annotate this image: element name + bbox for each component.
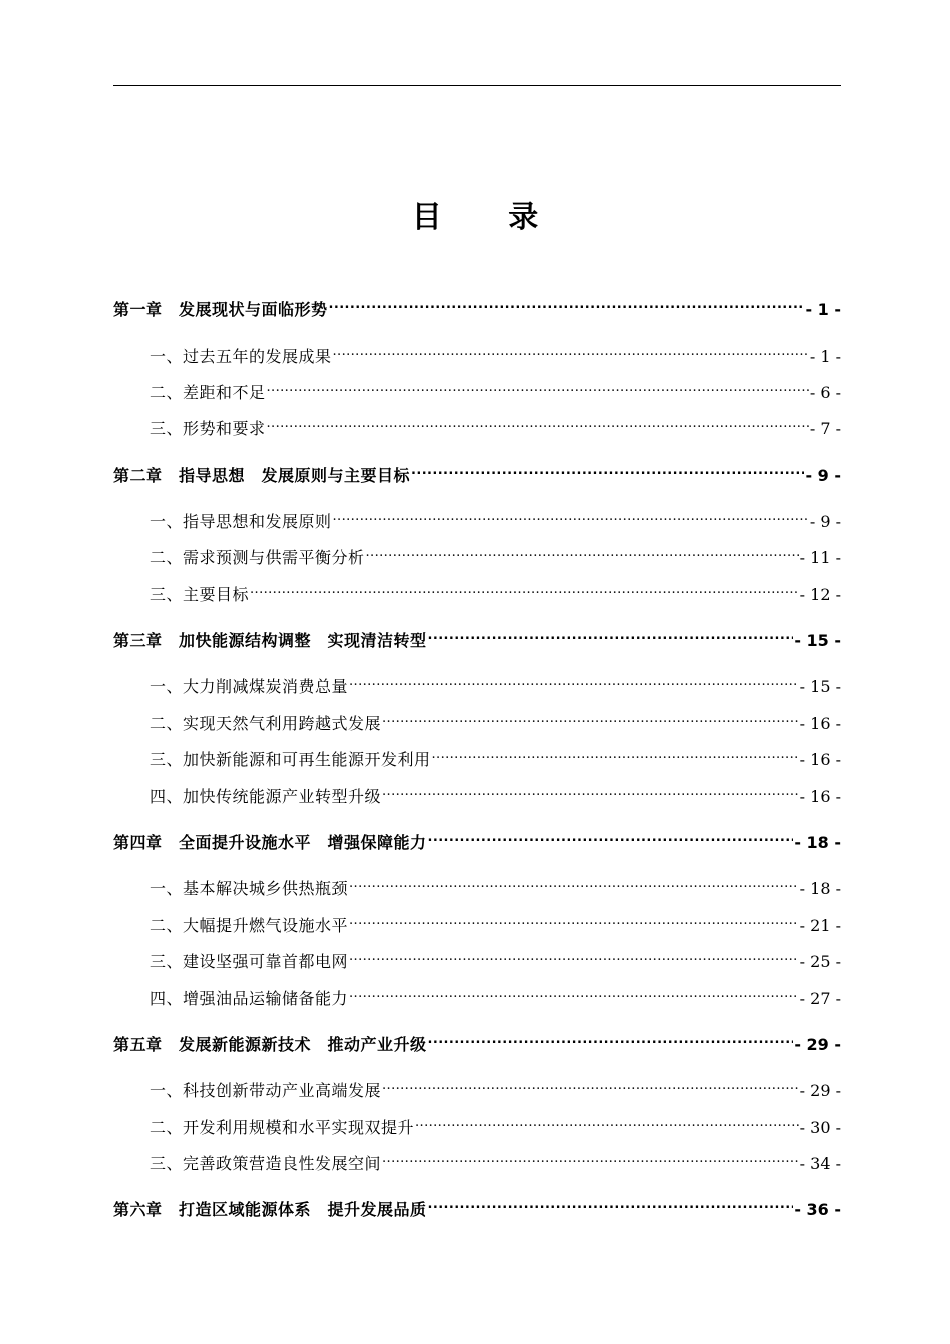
- toc-section-entry[interactable]: [113, 576, 841, 607]
- toc-dot-leader: [349, 668, 799, 692]
- toc-entry-title: 三、完善政策营造良性发展空间: [150, 1154, 382, 1173]
- toc-page-number: - 15 -: [799, 677, 841, 696]
- toc-entry-title: 一、大力削减煤炭消费总量: [150, 677, 349, 696]
- toc-chapter-entry[interactable]: [113, 1026, 841, 1057]
- toc-entry-title: 二、开发利用规模和水平实现双提升: [150, 1118, 415, 1137]
- toc-page-number: - 16 -: [799, 750, 841, 769]
- toc-page-number: - 21 -: [799, 916, 841, 935]
- toc-dot-leader: [349, 980, 799, 1004]
- toc-section-entry[interactable]: [113, 410, 841, 441]
- toc-page-number: - 15 -: [794, 631, 841, 650]
- toc-section-entry[interactable]: [113, 1109, 841, 1140]
- toc-section-entry[interactable]: [113, 870, 841, 901]
- toc-entry-title: 第一章 发展现状与面临形势: [113, 300, 328, 319]
- toc-dot-leader: [382, 778, 799, 802]
- toc-entry-title: 一、过去五年的发展成果: [150, 347, 332, 366]
- toc-dot-leader: [333, 338, 809, 362]
- toc-page-number: - 7 -: [809, 419, 841, 438]
- toc-dot-leader: [428, 1191, 794, 1215]
- toc-section-entry[interactable]: [113, 943, 841, 974]
- toc-page-number: - 29 -: [794, 1035, 841, 1054]
- toc-entry-title: 三、形势和要求: [150, 419, 266, 438]
- toc-entry-title: 一、基本解决城乡供热瓶颈: [150, 879, 349, 898]
- toc-entry-title: 二、大幅提升燃气设施水平: [150, 916, 349, 935]
- toc-dot-leader: [432, 741, 799, 765]
- toc-page-number: - 9 -: [809, 512, 841, 531]
- toc-dot-leader: [411, 457, 804, 481]
- toc-section-entry[interactable]: [113, 907, 841, 938]
- toc-dot-leader: [366, 539, 799, 563]
- toc-dot-leader: [428, 824, 794, 848]
- toc-entry-title: 三、建设坚强可靠首都电网: [150, 952, 349, 971]
- toc-section-entry[interactable]: [113, 778, 841, 809]
- toc-entry-title: 四、增强油品运输储备能力: [150, 989, 349, 1008]
- toc-entry-title: 四、加快传统能源产业转型升级: [150, 787, 382, 806]
- toc-page-number: - 1 -: [809, 347, 841, 366]
- toc-page-number: - 29 -: [799, 1081, 841, 1100]
- toc-chapter-entry[interactable]: [113, 291, 841, 322]
- page-title: 目 录: [411, 200, 567, 235]
- toc-page-number: - 11 -: [799, 548, 841, 567]
- toc-page-number: - 30 -: [799, 1118, 841, 1137]
- toc-dot-leader: [349, 907, 799, 931]
- toc-section-entry[interactable]: [113, 668, 841, 699]
- toc-dot-leader: [428, 1026, 794, 1050]
- toc-section-entry[interactable]: [113, 741, 841, 772]
- toc-dot-leader: [349, 870, 799, 894]
- toc-dot-leader: [333, 503, 809, 527]
- toc-chapter-entry[interactable]: [113, 1191, 841, 1222]
- toc-page-number: - 18 -: [794, 833, 841, 852]
- toc-entry-title: 三、主要目标: [150, 585, 250, 604]
- toc-entry-title: 二、差距和不足: [150, 383, 266, 402]
- header-rule: [113, 85, 841, 86]
- toc-entry-title: 三、加快新能源和可再生能源开发利用: [150, 750, 431, 769]
- toc-entry-title: 第三章 加快能源结构调整 实现清洁转型: [113, 631, 427, 650]
- toc-page-number: - 27 -: [799, 989, 841, 1008]
- toc-chapter-entry[interactable]: [113, 457, 841, 488]
- toc-chapter-entry[interactable]: [113, 824, 841, 855]
- toc-chapter-entry[interactable]: [113, 622, 841, 653]
- toc-entry-title: 一、指导思想和发展原则: [150, 512, 332, 531]
- toc-page-number: - 6 -: [809, 383, 841, 402]
- toc-page-number: - 9 -: [805, 466, 841, 485]
- toc-dot-leader: [267, 410, 809, 434]
- toc-section-entry[interactable]: [113, 374, 841, 405]
- toc-section-entry[interactable]: [113, 503, 841, 534]
- toc-section-entry[interactable]: [113, 1072, 841, 1103]
- toc-dot-leader: [349, 943, 799, 967]
- toc-page-number: - 36 -: [794, 1200, 841, 1219]
- toc-section-entry[interactable]: [113, 980, 841, 1011]
- toc-section-entry[interactable]: [113, 1145, 841, 1176]
- toc-dot-leader: [250, 576, 799, 600]
- toc-dot-leader: [267, 374, 809, 398]
- toc-dot-leader: [329, 291, 805, 315]
- toc-dot-leader: [415, 1109, 799, 1133]
- toc-entry-title: 二、实现天然气利用跨越式发展: [150, 714, 382, 733]
- toc-entry-title: 一、科技创新带动产业高端发展: [150, 1081, 382, 1100]
- toc-page-number: - 12 -: [799, 585, 841, 604]
- toc-entry-title: 第二章 指导思想 发展原则与主要目标: [113, 466, 411, 485]
- toc-section-entry[interactable]: [113, 338, 841, 369]
- toc-dot-leader: [428, 622, 794, 646]
- toc-dot-leader: [382, 1072, 799, 1096]
- toc-page-number: - 16 -: [799, 714, 841, 733]
- toc-dot-leader: [382, 1145, 799, 1169]
- toc-section-entry[interactable]: [113, 539, 841, 570]
- toc-entry-title: 第四章 全面提升设施水平 增强保障能力: [113, 833, 427, 852]
- toc-page-number: - 16 -: [799, 787, 841, 806]
- toc-page-number: - 18 -: [799, 879, 841, 898]
- toc-page-number: - 25 -: [799, 952, 841, 971]
- toc-page-number: - 34 -: [799, 1154, 841, 1173]
- toc-dot-leader: [382, 705, 799, 729]
- toc-section-entry[interactable]: [113, 705, 841, 736]
- toc-page-number: - 1 -: [805, 300, 841, 319]
- toc-entry-title: 第六章 打造区域能源体系 提升发展品质: [113, 1200, 427, 1219]
- toc-entry-title: 二、需求预测与供需平衡分析: [150, 548, 365, 567]
- toc-entry-title: 第五章 发展新能源新技术 推动产业升级: [113, 1035, 427, 1054]
